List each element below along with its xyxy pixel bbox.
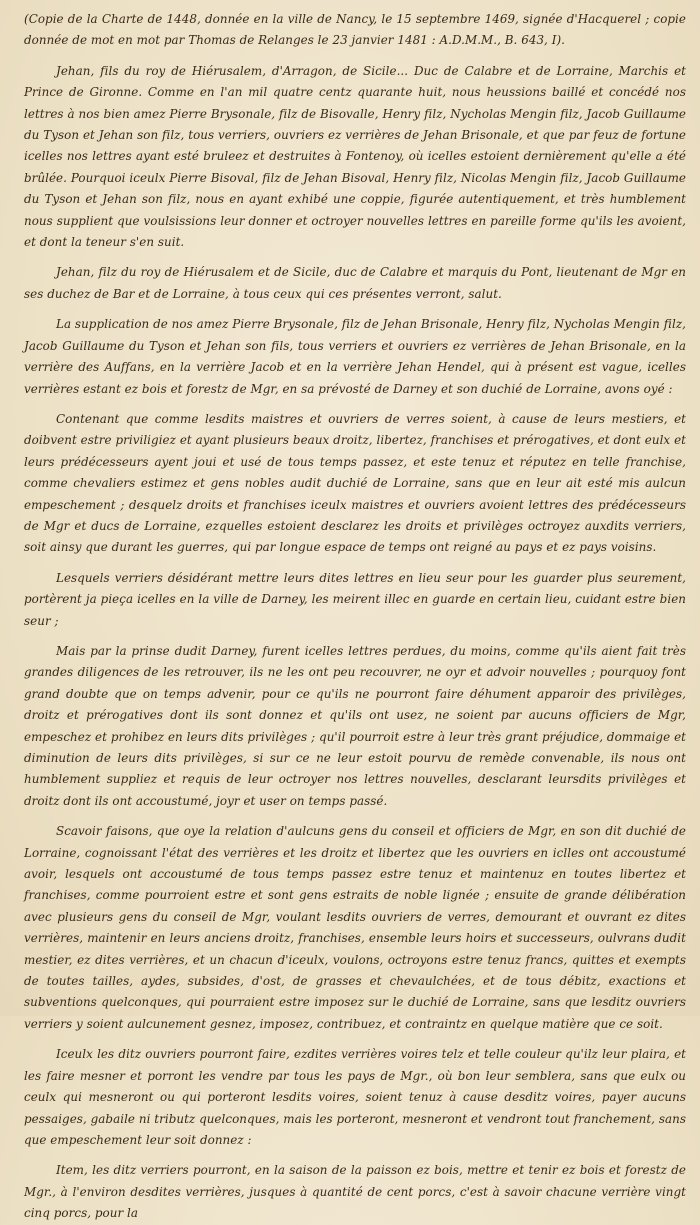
source-note-paragraph: (Copie de la Charte de 1448, donnée en la ville de Nancy, le 15 septembre 1469, signée d'Hacquerel ; copie donnée de mot en mot par Thomas de Relanges le 23 janvier 1481 : A.D.M.M., B. 643, I). xyxy=(24,12,686,48)
pannage-paragraph: Item, les ditz verriers pourront, en la saison de la paisson ez bois, mettre et tenir ez bois et forestz de Mgr., à l'environ desdites verrières, jusques à quantité de cent porcs, c'est à savoir chacune verrière vingt cinq porcs, pour la xyxy=(24,1163,686,1221)
decision-paragraph: Scavoir faisons, que oye la relation d'aulcuns gens du conseil et officiers de Mgr, en son dit duchié de Lorraine, cognoissant l'état des verrières et les droitz et libertez que les ouvriers en iclles ont accoustumé avoir, lesquels ont accoustumé de tous temps passez estre tenuz et maintenuz en toutes libertez et franchises, comme pourroient estre et sont gens estraits de noble lignée ; ensuite de grande délibération avec plusieurs gens du conseil de Mgr, voulant lesdits ouvriers de verres, demourant et ouvrant ez dites verrières, maintenir en leurs anciens droitz, franchises, ensemble leurs hoirs et successeurs, oulvrans dudit mestier, ez dites verrières, et un chacun d'iceulx, voulons, octroyons estre tenuz francs, quittes et exempts de toutes tailles, aydes, subsides, d'ost, de grasses et chevaulchées, et de tous débitz, exactions et subventions quelconques, qui pourraient estre imposez sur le duchié de Lorraine, sans que lesditz ouvriers verriers y soient aulcunement gesnez, imposez, contribuez, et contraintz en quelque matière que ce soit. xyxy=(24,824,686,1031)
glass-trade-paragraph: Iceulx les ditz ouvriers pourront faire, ezdites verrières voires telz et telle couleur qu'ilz leur plaira, et les faire mesner et porront les vendre par tous les pays de Mgr., où bon leur semblera, sans que eulx ou ceulx qui mesneront ou qui porteront lesdits voires, soient tenuz à cause desditz voires, payer aucuns pessaiges, gabaile ni tributz quelconques, mais les porteront, mesneront et vendront tout franchement, sans que empeschement leur soit donnez : xyxy=(24,1047,686,1147)
salutation-paragraph: Jehan, filz du roy de Hiérusalem et de Sicile, duc de Calabre et marquis du Pont, lieutenant de Mgr en ses duchez de Bar et de Lorraine, à tous ceux qui ces présentes verront, salut. xyxy=(24,265,686,301)
charter-preamble-paragraph: Jehan, fils du roy de Hiérusalem, d'Arragon, de Sicile... Duc de Calabre et de Lorraine, Marchis et Prince de Gironne. Comme en l'an mil quatre centz quarante huit, nous heussions baillé et concédé nos lettres à nos bien amez Pierre Brysonale, filz de Bisovalle, Henry filz, Nycholas Mengin filz, Jacob Guillaume du Tyson et Jehan son filz, tous verriers, ouvriers ez verrières de Jehan Brisonale, et que par feuz de fortune icelles nos lettres ayant esté bruleez et destruites à Fontenoy, où icelles estoient dernièrement qu'elle a été brûlée. Pourquoi iceulx Pierre Bisoval, filz de Jehan Bisoval, Henry filz, Nicolas Mengin filz, Jacob Guillaume du Tyson et Jehan son filz, nous en ayant exhibé une coppie, figurée autentiquement, et très humblement nous supplient que voulsissions leur donner et octroyer nouvelles lettres en pareille forme qu'ils les avoient, et dont la teneur s'en suit. xyxy=(24,63,686,250)
privileges-paragraph: Contenant que comme lesdits maistres et ouvriers de verres soient, à cause de leurs mestiers, et doibvent estre priviligiez et ayant plusieurs beaux droitz, libertez, franchises et prérogatives, et dont eulx et leurs prédécesseurs ayent joui et usé de tous temps passez, et este tenuz et réputez en telle franchise, comme chevaliers estimez et gens nobles audit duchié de Lorraine, sans que en leur ait esté mis aulcun empeschement ; desquelz droits et franchises iceulx maistres et ouvriers avoient lettres des prédécesseurs de Mgr et ducs de Lorraine, ezquelles estoient desclarez les droits et privilèges octroyez auxdits verriers, soit ainsy que durant les guerres, qui par longue espace de temps ont reigné au pays et ez pays voisins. xyxy=(24,411,686,555)
supplication-paragraph: La supplication de nos amez Pierre Brysonale, filz de Jehan Brisonale, Henry filz, Nycholas Mengin filz, Jacob Guillaume du Tyson et Jehan son fils, tous verriers et ouvriers ez verrières de Jehan Brisonale, en la verrière des Auffans, en la verrière Jacob et en la verrière Jehan Hendel, qui à présent est vague, icelles verrières estant ez bois et forestz de Mgr, en sa prévosté de Darney et son duchié de Lorraine, avons oyé : xyxy=(24,317,686,396)
letters-lost-paragraph: Mais par la prinse dudit Darney, furent icelles lettres perdues, du moins, comme qu'ils aient fait très grandes diligences de les retrouver, ils ne les ont peu recouvrer, ne oyr et advoir nouvelles ; pourquoy font grand doubte que on temps advenir, pour ce qu'ils ne pourront faire déhument apparoir des privilèges, droitz et prérogatives dont ils sont donnez et qu'ils ont usez, ne soient par aucuns officiers de Mgr, empeschez et prohibez en leurs dits privilèges ; qu'il pourroit estre à leur très grant préjudice, dommaige et diminution de leurs dits privilèges, si sur ce ne leur estoit pourvu de remède convenable, ils nous ont humblement suppliez et requis de leur octroyer nos lettres nouvelles, desclarant leursdits privilèges et droitz dont ils ont accoustumé, joyr et user on temps passé. xyxy=(24,643,686,808)
letters-storage-paragraph: Lesquels verriers désidérant mettre leurs dites lettres en lieu seur pour les guarder plus seurement, portèrent ja pieça icelles en la ville de Darney, les meirent illec en guarde en certain lieu, cuidant estre bien seur ; xyxy=(24,570,686,628)
